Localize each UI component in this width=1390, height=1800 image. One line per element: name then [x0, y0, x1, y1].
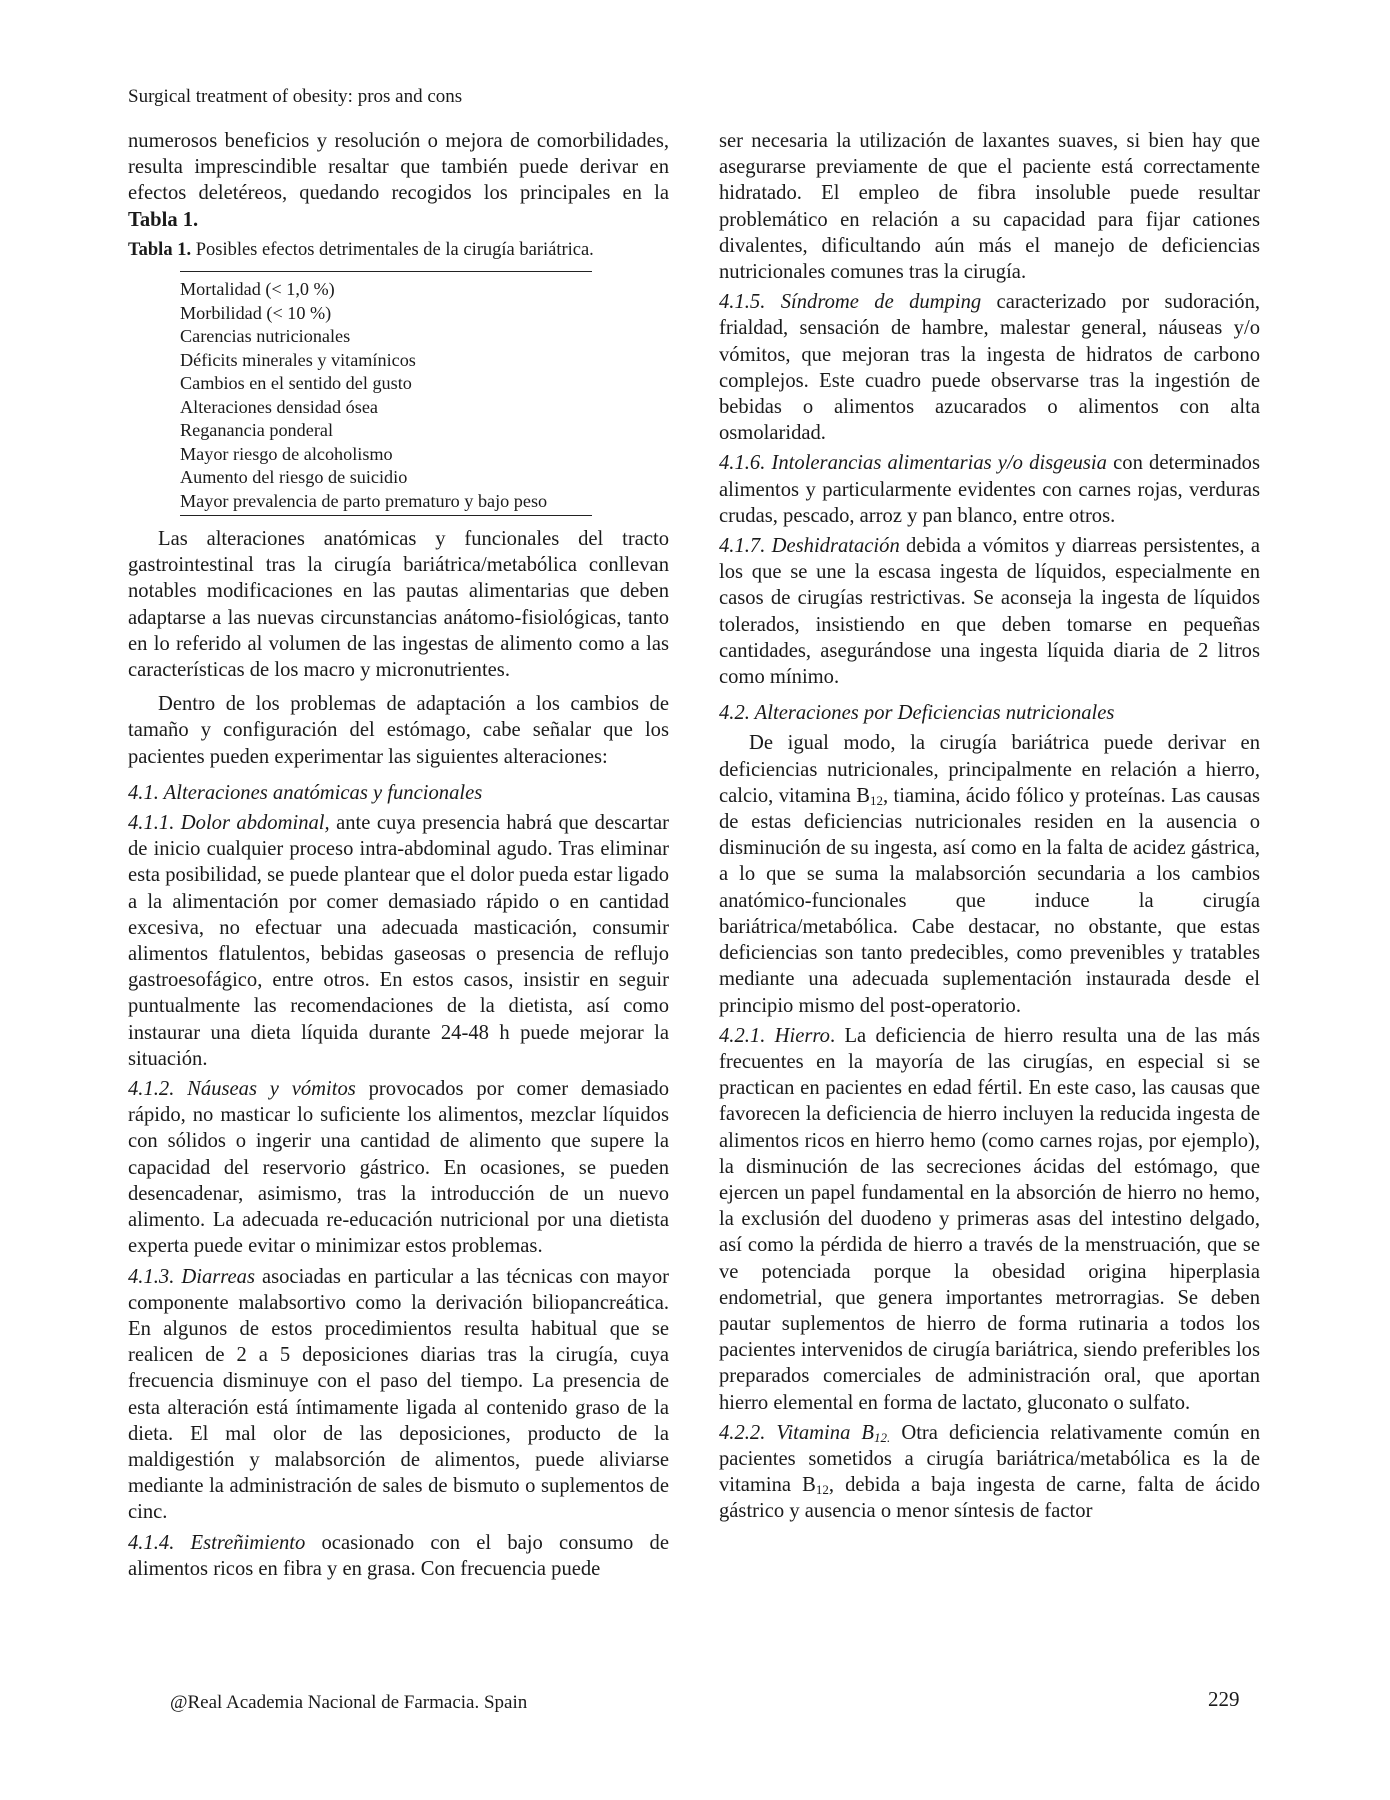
table-row: Carencias nutricionales	[180, 326, 351, 347]
table-row: Déficits minerales y vitamínicos	[180, 349, 416, 370]
subsection-title: 4.1.5. Síndrome de dumping	[719, 291, 982, 314]
paragraph-continuation: ser necesaria la utilización de laxantes suaves, si bien hay que asegurarse previamente de que el paciente está correctamente hidratado. El empleo de fibra insoluble puede resultar problemático en relación a su capacidad para fijar cationes divalentes, dificultando aún más el manejo de deficiencias nutricionales comunes tras la cirugía.	[719, 130, 1260, 284]
subsection-4-1-5	[719, 289, 1260, 446]
subscript: 12.	[874, 1429, 891, 1445]
subsection-title: 4.1.1. Dolor abdominal,	[128, 812, 330, 835]
paragraph-text: , tiamina, ácido fólico y proteínas. Las causas de estas deficiencias nutricionales residen en la ausencia o disminución de su ingesta, así como en la falta de acidez gástrica, a lo que se suma la malabsorción secundaria a los cambios anatómico-funcionales que induce la cirugía bariátrica/metabólica. Cabe destacar, no obstante, que estas deficiencias son tanto predecibles, como prevenibles y tratables mediante una adecuada suplementación instaurada desde el principio mismo del post-operatorio.	[719, 784, 1260, 1017]
intro-paragraph	[128, 128, 669, 233]
subsection-text: ante cuya presencia habrá que descartar de inicio cualquier proceso intra-abdominal agudo. Tras eliminar esta posibilidad, se puede plantear que el dolor pueda estar ligado a la alimentación por comer demasiado rápido o en cantidad excesiva, no efectuar una adecuada masticación, consumir alimentos flatulentos, bebidas gaseosas o presencia de reflujo gastroesofágico, entre otros. En estos casos, insistir en seguir puntualmente las recomendaciones de la dietista, así como instaurar una dieta líquida durante 24-48 h puede mejorar la situación.	[128, 812, 669, 1070]
running-title: Surgical treatment of obesity: pros and cons	[128, 86, 463, 107]
subsection-4-1-1	[128, 810, 669, 1072]
table-reference: Tabla 1.	[128, 208, 199, 231]
table-caption-label: Tabla 1.	[128, 239, 192, 260]
table-row: Mayor prevalencia de parto prematuro y bajo peso	[180, 490, 548, 511]
subsection-text: ocasionado con el bajo consumo de alimentos ricos en fibra y en grasa. Con frecuencia puede	[128, 1531, 669, 1580]
subsection-title: 4.2.1. Hierro	[719, 1024, 830, 1047]
subsection-title: 4.1.4. Estreñimiento	[128, 1531, 306, 1554]
subsection-text: provocados por comer demasiado rápido, no masticar lo suficiente los alimentos, mezclar líquidos con sólidos o ingerir una cantidad de alimento que supere la capacidad del reservorio gástrico. En ocasiones, se pueden desencadenar, asimismo, tras la introducción de un nuevo alimento. La adecuada re-educación nutricional por una dietista experta puede evitar o minimizar estos problemas.	[128, 1078, 669, 1258]
left-column	[128, 128, 669, 1586]
table-row: Reganancia ponderal	[180, 420, 334, 441]
section-heading-4-1: 4.1. Alteraciones anatómicas y funcionales	[128, 781, 483, 804]
subsection-title-text: 4.2.2. Vitamina B	[719, 1421, 875, 1444]
subsection-text: . La deficiencia de hierro resulta una de las más frecuentes en la mayoría de las cirugías, en especial si se practican en pacientes en edad fértil. En este caso, las causas que favorecen la deficiencia de hierro incluyen la reducida ingesta de alimentos ricos en hierro hemo (como carnes rojas, por ejemplo), la disminución de las secreciones ácidas del estómago, que ejercen un papel fundamental en la absorción de hierro no hemo, la exclusión del duodeno y primeras asas del intestino delgado, así como la pérdida de hierro a través de la menstruación, que se ve potenciada porque la obesidad origina hiperplasia endometrial, que genera importantes metrorragias. Se deben pautar suplementos de hierro de forma rutinaria a todos los pacientes intervenidos de cirugía bariátrica, siendo preferibles los preparados comerciales de administración oral, que aportan hierro elemental en forma de lactato, gluconato o sulfato.	[719, 1024, 1261, 1414]
intro-text: numerosos beneficios y resolución o mejora de comorbilidades, resulta imprescindible resaltar que también puede derivar en efectos deletéreos, quedando recogidos los principales en la	[128, 130, 669, 205]
table-caption-text: Posibles efectos detrimentales de la cirugía bariátrica.	[191, 239, 594, 260]
subsection-4-2-2	[719, 1420, 1260, 1525]
subsection-text: asociadas en particular a las técnicas con mayor componente malabsortivo como la derivación biliopancreática. En algunos de estos procedimientos resulta habitual que se realicen de 2 a 5 deposiciones diarias tras la cirugía, cuya frecuencia disminuye con el paso del tiempo. La presencia de esta alteración está íntimamente ligada al contenido graso de la dieta. El mal olor de las deposiciones, producto de la maldigestión y malabsorción de alimentos, puede aliviarse mediante la administración de sales de bismuto o suplementos de cinc.	[128, 1265, 670, 1524]
subsection-4-1-3	[128, 1264, 669, 1526]
subscript: 12	[815, 1482, 829, 1498]
page-number: 229	[1208, 1687, 1240, 1711]
subsection-text: Otra deficiencia relativamente común en pacientes sometidos a cirugía bariátrica/metabólica es la de vitamina B	[719, 1421, 1260, 1497]
subsection-title	[719, 1422, 890, 1444]
table-row: Cambios en el sentido del gusto	[180, 373, 412, 394]
subscript: 12	[869, 792, 883, 808]
subsection-text: con determinados alimentos y particularmente evidentes con carnes rojas, verduras crudas, pescado, arroz y pan blanco, entre otros.	[719, 452, 1260, 527]
footer-copyright: @Real Academia Nacional de Farmacia. Spain	[170, 1692, 528, 1713]
subsection-4-1-2	[128, 1076, 669, 1259]
table-row: Mayor riesgo de alcoholismo	[180, 443, 393, 464]
table-row: Mortalidad (< 1,0 %)	[180, 279, 335, 300]
subsection-title: 4.1.3. Diarreas	[128, 1265, 255, 1288]
paragraph-alteraciones: Las alteraciones anatómicas y funcionales del tracto gastrointestinal tras la cirugía bariátrica/metabólica conllevan notables modificaciones en las pautas alimentarias que deben adaptarse a las nuevas circunstancias anátomo-fisiológicas, tanto en lo referido al volumen de las ingestas de alimento como a las características de los macro y micronutrientes.	[128, 528, 669, 682]
table-caption	[128, 237, 669, 263]
subsection-4-1-4	[128, 1530, 669, 1582]
subsection-title: 4.1.6. Intolerancias alimentarias y/o disgeusia	[719, 452, 1107, 475]
right-column	[719, 128, 1260, 1529]
subsection-4-1-6	[719, 450, 1260, 529]
paragraph-dentro: Dentro de los problemas de adaptación a los cambios de tamaño y configuración del estómago, cabe señalar que los pacientes pueden experimentar las siguientes alteraciones:	[128, 693, 669, 768]
table-row: Alteraciones densidad ósea	[180, 396, 378, 417]
section-heading-4-2: 4.2. Alteraciones por Deficiencias nutricionales	[719, 702, 1115, 725]
subsection-4-2-1	[719, 1023, 1260, 1416]
subsection-4-1-7	[719, 533, 1260, 690]
subsection-text: caracterizado por sudoración, frialdad, sensación de hambre, malestar general, náuseas y/o vómitos, que mejoran tras la ingesta de hidratos de carbono complejos. Este cuadro puede observarse tras la ingestión de bebidas o alimentos azucarados o alimentos con alta osmolaridad.	[719, 291, 1261, 445]
table-row: Morbilidad (< 10 %)	[180, 302, 332, 323]
subsection-text: , debida a baja ingesta de carne, falta de ácido gástrico y ausencia o menor síntesis de factor	[719, 1474, 1260, 1523]
subsection-text: debida a vómitos y diarreas persistentes, a los que se une la escasa ingesta de líquidos, especialmente en casos de cirugías restrictivas. Se aconseja la ingesta de líquidos tolerados, insistiendo en que deben tomarse en pequeñas cantidades, asegurándose una ingesta líquida diaria de 2 litros como mínimo.	[719, 535, 1260, 689]
subsection-title: 4.1.2. Náuseas y vómitos	[128, 1078, 356, 1101]
table-row: Aumento del riesgo de suicidio	[180, 467, 408, 488]
effects-table	[180, 271, 592, 516]
paragraph-text: De igual modo, la cirugía bariátrica puede derivar en deficiencias nutricionales, principalmente en relación a hierro, calcio, vitamina B	[719, 732, 1260, 807]
paragraph-4-2	[719, 730, 1260, 1018]
subsection-title: 4.1.7. Deshidratación	[719, 535, 900, 558]
